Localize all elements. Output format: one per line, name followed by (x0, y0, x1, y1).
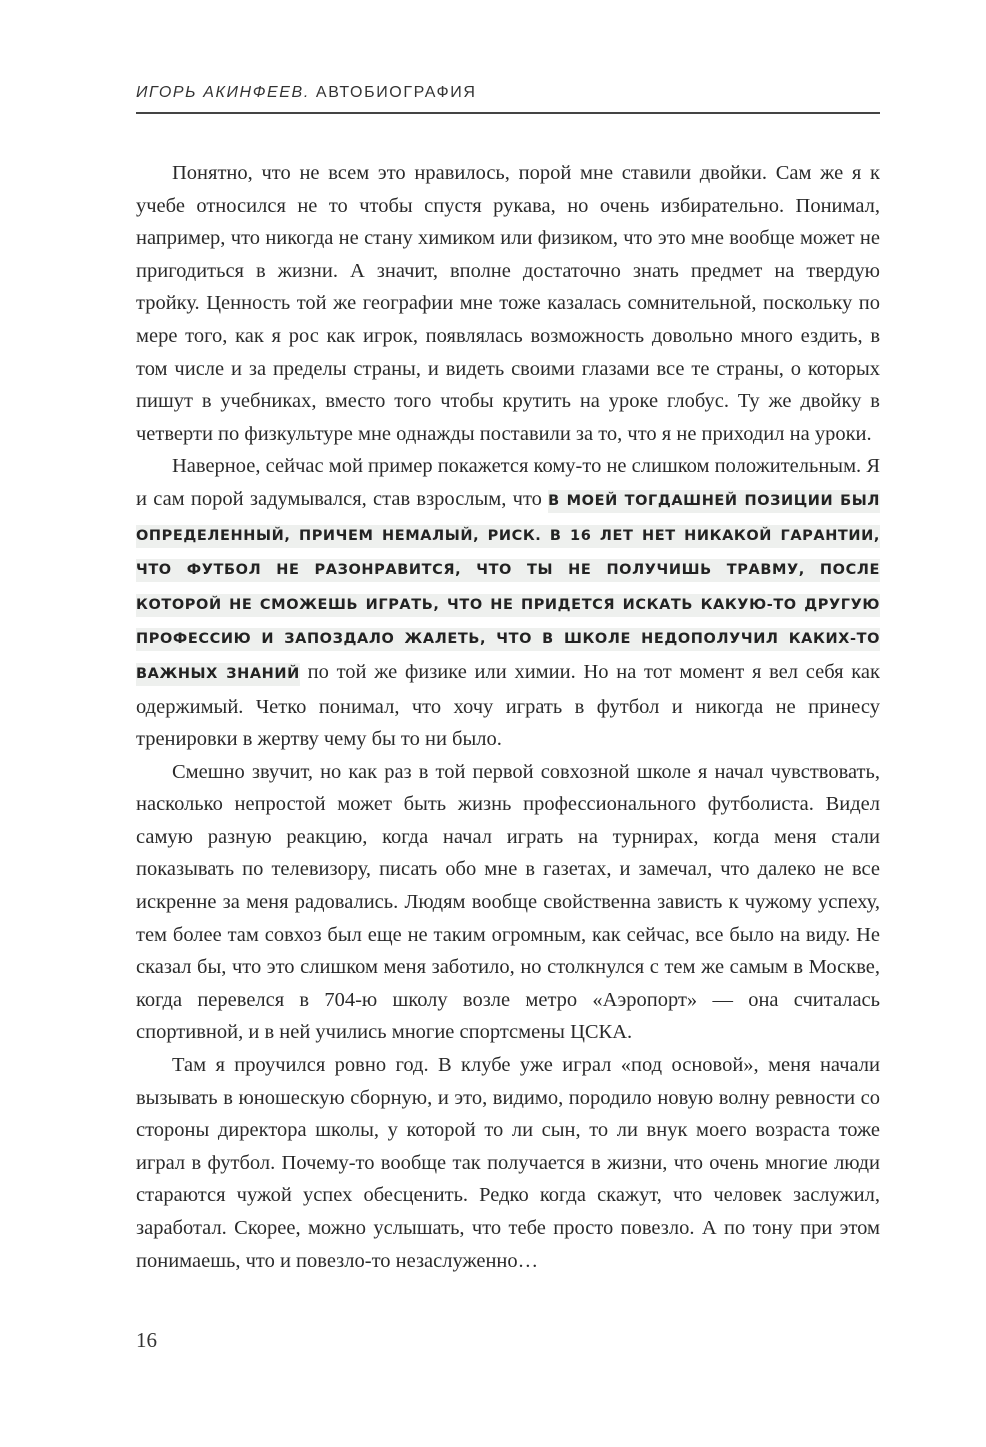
paragraph-text: Смешно звучит, но как раз в той первой совхозной школе я начал чувствовать, насколько непростой может быть жизнь профессионального футболиста. Видел самую разную реакцию, когда начал играть на турнирах, когда меня стали показывать по телевизору, писать обо мне в газетах, и замечал, что далеко не все искренне за меня радовались. Людям вообще свойственна зависть к чужому успеху, тем более там совхоз был еще не таким огромным, как сейчас, все было на виду. Не сказал бы, что это слишком меня заботило, но столкнулся с тем же самым в Москве, когда перевелся в 704-ю школу возле метро «Аэропорт» — она считалась спортивной, и в ней учились многие спортсмены ЦСКА. (136, 760, 880, 1044)
running-header (136, 84, 880, 102)
page-number: 16 (136, 1328, 157, 1352)
header-title: АВТОБИОГРАФИЯ (315, 84, 477, 101)
body-text (136, 157, 880, 1277)
paragraph (136, 450, 880, 755)
paragraph (136, 756, 880, 1049)
paragraph (136, 157, 880, 450)
paragraph-text: Наверное, сейчас мой пример покажется кому-то не слишком положительным. Я и сам порой задумывался, став взрослым, что (136, 455, 880, 510)
paragraph-text: Там я проучился ровно год. В клубе уже играл «под основой», меня начали вызывать в юношескую сборную, и это, видимо, породило новую волну ревности со стороны директора школы, у которой то ли сын, то ли внук моего возраста тоже играл в футбол. Почему-то вообще так получается в жизни, что очень многие люди стараются чужой успех обесценить. Редко когда скажут, что человек заслужил, заработал. Скорее, можно услышать, что тебе просто повезло. А по тону при этом понимаешь, что и повезло-то незаслуженно… (136, 1054, 880, 1272)
header-author: ИГОРЬ АКИНФЕЕВ. (136, 84, 310, 101)
paragraph-text: по той же физике или химии. Но на тот момент я вел себя как одержимый. Четко понимал, что хочу играть в футбол и никогда не принесу тренировки в жертву чему бы то ни было. (136, 660, 880, 751)
header-divider (136, 112, 880, 114)
paragraph-text: Понятно, что не всем это нравилось, порой мне ставили двойки. Сам же я к учебе относился не то чтобы спустя рукава, но очень избирательно. Понимал, например, что никогда не стану химиком или физиком, что это мне вообще может не пригодиться в жизни. А значит, вполне достаточно знать предмет на твердую тройку. Ценность той же географии мне тоже казалась сомнительной, поскольку по мере того, как я рос как игрок, появлялась возможность довольно много ездить, в том числе и за пределы страны, и видеть своими глазами все те страны, о которых пишут в учебниках, вместо того чтобы крутить на уроке глобус. Ту же двойку в четверти по физкультуре мне однажды поставили за то, что я не приходил на уроки. (136, 162, 880, 445)
highlighted-quote: В МОЕЙ ТОГДАШНЕЙ ПОЗИЦИИ БЫЛ ОПРЕДЕЛЕННЫЙ, ПРИЧЕМ НЕМАЛЫЙ, РИСК. В 16 ЛЕТ НЕТ НИКАКОЙ ГАРАНТИИ, ЧТО ФУТБОЛ НЕ РАЗОНРАВИТСЯ, ЧТО ТЫ НЕ ПОЛУЧИШЬ ТРАВМУ, ПОСЛЕ КОТОРОЙ НЕ СМОЖЕШЬ ИГРАТЬ, ЧТО НЕ ПРИДЕТСЯ ИСКАТЬ КАКУЮ-ТО ДРУГУЮ ПРОФЕССИЮ И ЗАПОЗДАЛО ЖАЛЕТЬ, ЧТО В ШКОЛЕ НЕДОПОЛУЧИЛ КАКИХ-ТО ВАЖНЫХ ЗНАНИЙ (136, 490, 880, 686)
paragraph (136, 1049, 880, 1277)
